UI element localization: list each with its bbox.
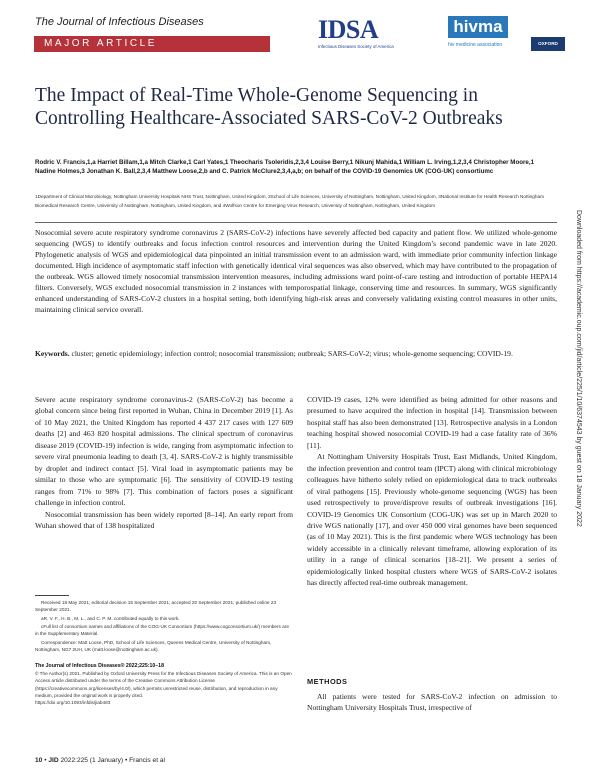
body-paragraph: At Nottingham University Hospitals Trust, East Midlands, United Kingdom, the infection prevention and control team (IPCT) along with clinical microbiology colleagues have hitherto solely relied on epidemiological data to track outbreaks of viral pathogens [15]. Previously whole-genome sequencing (WGS) has been used retrospectively to prove/disprove results of outbreak investigations [16]. COVID-19 Genomics UK Consortium (COG-UK) was set up in March 2020 to drive WGS nationally [17], and over 450 000 viral genomes have been sequenced (as of 10 May 2021). This is the first pandemic where WGS technology has been widely accessible in a clinically relevant timeframe, allowing exploration of its utility in a range of clinical scenarios [18–21]. We present a series of epidemiologically linked hospital clusters where WGS of SARS-CoV-2 isolates has directly affected real-time outbreak management. (307, 452, 557, 588)
copyright-notice: © The Author(s) 2021. Published by Oxford University Press for the Infectious Diseases Society of America. This is an Open Access article distributed under the terms of the Creative Commons Attribution License (https://creativecommons.org/licenses/by/4.0/), which permits unrestricted reuse, distribution, and reproduction in any medium, provided the original work is properly cited. (35, 671, 292, 698)
download-watermark (572, 210, 584, 590)
journal-info (35, 663, 293, 706)
footer-author-ref: Francis et al (129, 757, 166, 764)
author-list: Rodric V. Francis,1,a Harriet Billam,1,a Mitch Clarke,1 Carl Yates,1 Theocharis Tsoleridis,2,3,4 Louise Berry,1 Nikunj Mahida,1 William L. Irving,1,2,3,4 Christopher Moore,1 Nadine Holmes,3 Jonathan K. Ball,2,3,4 Matthew Loose,2,b and C. Patrick McClure2,3,4,a,b; on behalf of the COVID-19 Genomics UK (COG-UK) consortiumc (35, 159, 535, 175)
keywords (35, 348, 557, 359)
page-footer (35, 757, 165, 764)
idsa-logo (318, 17, 440, 51)
body-paragraph: All patients were tested for SARS-CoV-2 infection on admission to Nottingham University Hospitals Trust, irrespective of (307, 692, 557, 713)
keywords-label: Keywords. (35, 349, 70, 358)
hivma-logo-text: hivma (448, 16, 508, 38)
header-divider (35, 222, 557, 223)
hivma-tagline: hiv medicine association (448, 42, 503, 48)
footnote-divider (35, 595, 69, 596)
idsa-logo-text: IDSA (318, 15, 379, 44)
footer-separator: • (44, 757, 49, 764)
hivma-logo (448, 16, 524, 52)
body-paragraph: Nosocomial transmission has been widely reported [8–14]. An early report from Wuhan showed that of 138 hospitalized (35, 509, 293, 530)
footnote-received: Received 18 May 2021; editorial decision 15 September 2021; accepted 20 September 2021; published online 23 September 2021. (35, 600, 277, 613)
left-column (35, 394, 293, 531)
journal-citation: The Journal of Infectious Diseases® 2022;225:10–18 (35, 663, 164, 669)
footer-separator: • (124, 757, 130, 764)
journal-abbr: JID (48, 757, 59, 764)
body-paragraph: COVID-19 cases, 12% were identified as being admitted for other reasons and presumed to have acquired the infection in hospital [14]. Transmission between hospital staff has also been demonstrated [13]. Retrospective analysis in a London teaching hospital showed nosocomial COVID-19 had a case fatality rate of 36% [11]. (307, 395, 557, 450)
article-type-banner: MAJOR ARTICLE (34, 36, 270, 52)
doi-link[interactable]: https://doi.org/10.1093/infdis/jiab483 (35, 700, 111, 706)
footnote-consortium: cFull list of consortium names and affiliations of the COG-UK Consortium (https://www.cogconsortium.uk/) members are in the Supplementary Material. (35, 624, 289, 637)
footer-issue: 2022:225 (1 January) (60, 757, 124, 764)
footnote-equal-contribution: aR. V. F., H. B., M. L., and C. P. M. contributed equally to this work. (41, 615, 180, 621)
oxford-logo: OXFORD (531, 37, 565, 51)
right-column (307, 394, 557, 589)
page-number: 10 (35, 757, 43, 764)
section-heading-methods: METHODS (307, 677, 348, 686)
footnote-correspondence: Correspondence: Matt Loose, PhD, School of Life Sciences, Queens Medical Centre, University of Nottingham, Nottingham, NG7 2UH, UK (matt.loose@nottingham.ac.uk). (35, 639, 272, 653)
body-paragraph: Severe acute respiratory syndrome coronavirus-2 (SARS-CoV-2) has become a global concern since being first reported in Wuhan, China in December 2019 [1]. As of 10 May 2021, the United Kingdom has reported 4 437 217 cases with 127 609 deaths [2] and 463 820 hospital admissions. The clinical spectrum of coronavirus disease 2019 (COVID-19) infection is wide, ranging from asymptomatic infection to severe viral pneumonia leading to death [3, 4]. SARS-CoV-2 is highly transmissible by droplet and indirect contact [5]. Viral load in asymptomatic patients may be similar to those who are symptomatic [6]. The sensitivity of COVID-19 testing ranges from 71% to 98% [7]. This combination of factors poses a significant challenge in infection control. (35, 395, 293, 508)
idsa-tagline: Infectious Diseases Society of America (318, 44, 394, 49)
footnotes (35, 599, 293, 655)
journal-name: The Journal of Infectious Diseases (35, 16, 204, 28)
article-title: The Impact of Real-Time Whole-Genome Sequencing in Controlling Healthcare-Associated SARS-CoV-2 Outbreaks (35, 85, 503, 129)
download-text: Downloaded from https://academic.oup.com/jid/article/225/1/10/6374543 by guest on 18 January 2022 (575, 210, 582, 527)
methods-paragraph (307, 691, 557, 714)
keywords-text: cluster; genetic epidemiology; infection control; nosocomial transmission; outbreak; SARS-CoV-2; virus; whole-genome sequencing; COVID-19. (71, 349, 513, 358)
affiliations: 1Department of Clinical Microbiology, Nottingham University Hospitals NHS Trust, Nottingham, United Kingdom, 2School of Life Sciences, University of Nottingham, Nottingham, United Kingdom, 3National Institute for Health Research Nottingham Biomedical Research Centre, University of Nottingham, Nottingham, United Kingdom, and 4Wolfson Centre for Emerging Virus Research, University of Nottingham, Nottingham, United Kingdom (35, 194, 545, 208)
abstract: Nosocomial severe acute respiratory syndrome coronavirus 2 (SARS-CoV-2) infections have severely affected bed capacity and patient flow. We utilized whole-genome sequencing (WGS) to identify outbreaks and focus infection control resources and intervention during the United Kingdom’s second pandemic wave in late 2020. Phylogenetic analysis of WGS and epidemiological data pinpointed an initial transmission event to an admission ward, with immediate prior community infection linkage documented. High incidence of asymptomatic staff infection with genetically identical viral sequences was also observed, which may have contributed to the propagation of the outbreak. WGS allowed timely nosocomial transmission intervention measures, including admissions ward point-of-care testing and introduction of portable HEPA14 filters. Conversely, WGS excluded nosocomial transmission in 2 instances with temporospatial linkage, conserving time and resources. In summary, WGS significantly enhanced understanding of SARS-CoV-2 clusters in a hospital setting, both identifying high-risk areas and conversely validating existing control measures in other units, maintaining clinical service overall. (35, 228, 557, 314)
